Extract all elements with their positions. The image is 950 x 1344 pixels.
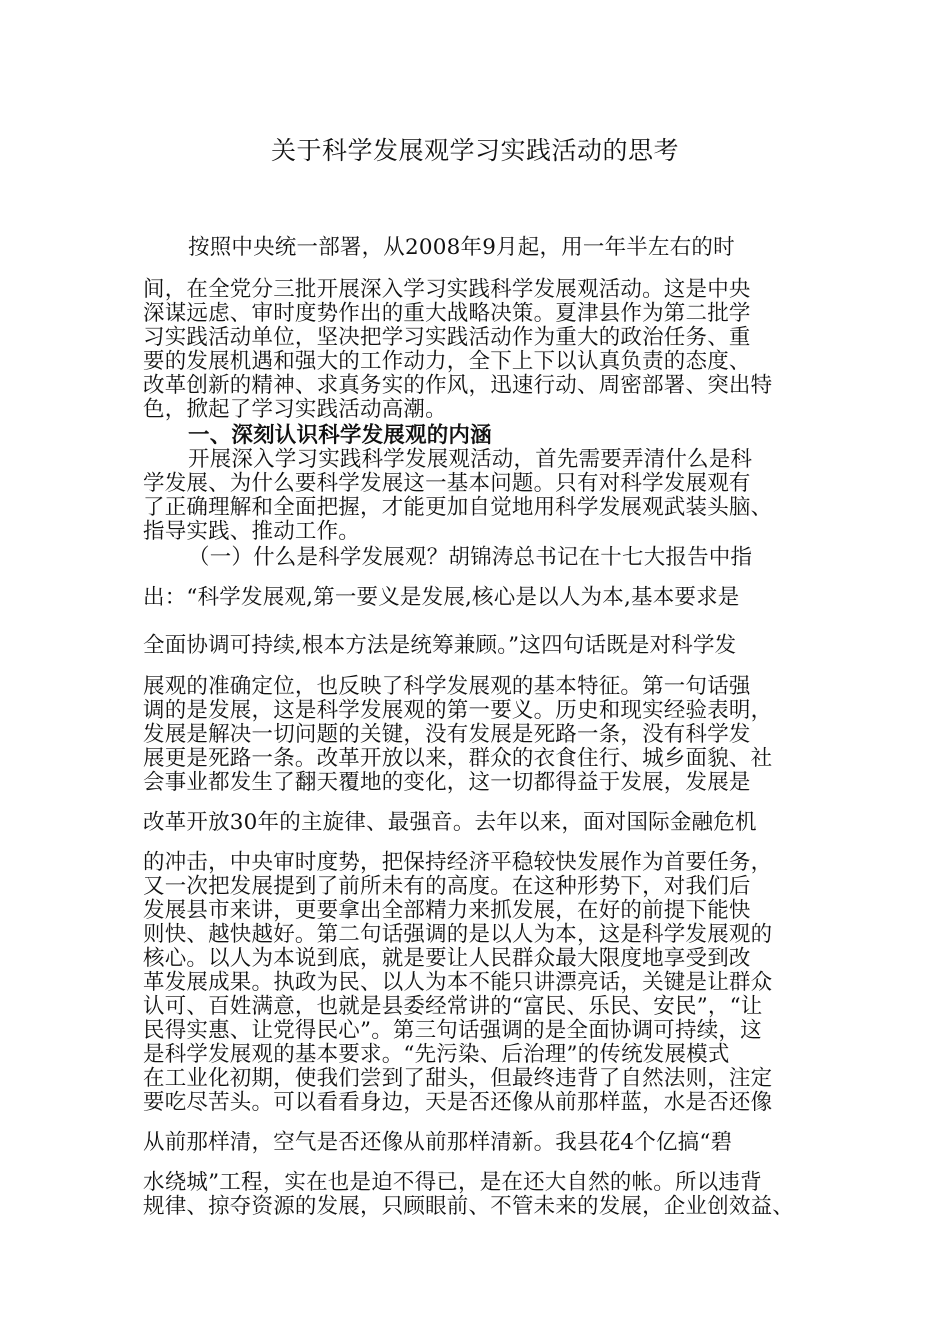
text-line: 要吃尽苦头。可以看看身边，天是否还像从前那样蓝，水是否还像 (143, 1090, 773, 1115)
text-line: 从前那样清，空气是否还像从前那样清新。我县花4个亿搞“碧 (143, 1130, 733, 1155)
text-line: 展更是死路一条。改革开放以来，群众的衣食住行、城乡面貌、社 (143, 746, 773, 771)
text-line: 习实践活动单位，坚决把学习实践活动作为重大的政治任务、重 (143, 325, 751, 350)
text-line: 是科学发展观的基本要求。“先污染、后治理”的传统发展模式 (143, 1042, 730, 1067)
text-line: 改革开放30年的主旋律、最强音。去年以来，面对国际金融危机 (143, 810, 757, 835)
text-line: 间，在全党分三批开展深入学习实践科学发展观活动。这是中央 (143, 277, 751, 302)
text-line: 指导实践、推动工作。 (143, 519, 361, 544)
text-line: 在工业化初期，使我们尝到了甜头，但最终违背了自然法则，注定 (143, 1066, 773, 1091)
text-line: 革发展成果。执政为民、以人为本不能只讲漂亮话，关键是让群众 (143, 970, 773, 995)
text-line: 发展县市来讲，更要拿出全部精力来抓发展，在好的前提下能快 (143, 898, 751, 923)
text-line: 认可、百姓满意，也就是县委经常讲的“富民、乐民、安民”，“让 (143, 994, 763, 1019)
subsection-line: （一）什么是科学发展观？胡锦涛总书记在十七大报告中指 (188, 545, 753, 570)
text-line: 展观的准确定位，也反映了科学发展观的基本特征。第一句话强 (143, 674, 751, 699)
text-line: 要的发展机遇和强大的工作动力，全下上下以认真负责的态度、 (143, 349, 751, 374)
text-line: 了正确理解和全面把握，才能更加自觉地用科学发展观武装头脑、 (143, 495, 773, 520)
text-line: 的冲击，中央审时度势，把保持经济平稳较快发展作为首要任务， (143, 850, 773, 875)
text-line: 又一次把发展提到了前所未有的高度。在这种形势下，对我们后 (143, 874, 751, 899)
text-line: 会事业都发生了翻天覆地的变化，这一切都得益于发展，发展是 (143, 770, 751, 795)
text-line: 调的是发展，这是科学发展观的第一要义。历史和现实经验表明， (143, 698, 773, 723)
document-title: 关于科学发展观学习实践活动的思考 (270, 136, 679, 165)
text-line: 出：“科学发展观,第一要义是发展,核心是以人为本,基本要求是 (143, 585, 740, 610)
text-line: 水绕城”工程，实在也是迫不得已，是在还大自然的帐。所以违背 (143, 1170, 762, 1195)
text-line: 规律、掠夺资源的发展，只顾眼前、不管未来的发展，企业创效益、 (143, 1194, 795, 1219)
text-line: 则快、越快越好。第二句话强调的是以人为本，这是科学发展观的 (143, 922, 773, 947)
text-line: 色，掀起了学习实践活动高潮。 (143, 397, 447, 422)
text-line: 全面协调可持续,根本方法是统筹兼顾。”这四句话既是对科学发 (143, 633, 737, 658)
text-line: 按照中央统一部署，从2008年9月起，用一年半左右的时 (188, 235, 735, 260)
text-line: 深谋远虑、审时度势作出的重大战略决策。夏津县作为第二批学 (143, 301, 751, 326)
text-line: 学发展、为什么要科学发展这一基本问题。只有对科学发展观有 (143, 471, 751, 496)
text-line: 发展是解决一切问题的关键，没有发展是死路一条，没有科学发 (143, 722, 751, 747)
text-line: 开展深入学习实践科学发展观活动，首先需要弄清什么是科 (188, 447, 753, 472)
text-line: 核心。以人为本说到底，就是要让人民群众最大限度地享受到改 (143, 946, 751, 971)
section-heading: 一、深刻认识科学发展观的内涵 (188, 423, 492, 448)
text-line: 改革创新的精神、求真务实的作风，迅速行动、周密部署、突出特 (143, 373, 773, 398)
text-line: 民得实惠、让党得民心”。第三句话强调的是全面协调可持续，这 (143, 1018, 762, 1043)
